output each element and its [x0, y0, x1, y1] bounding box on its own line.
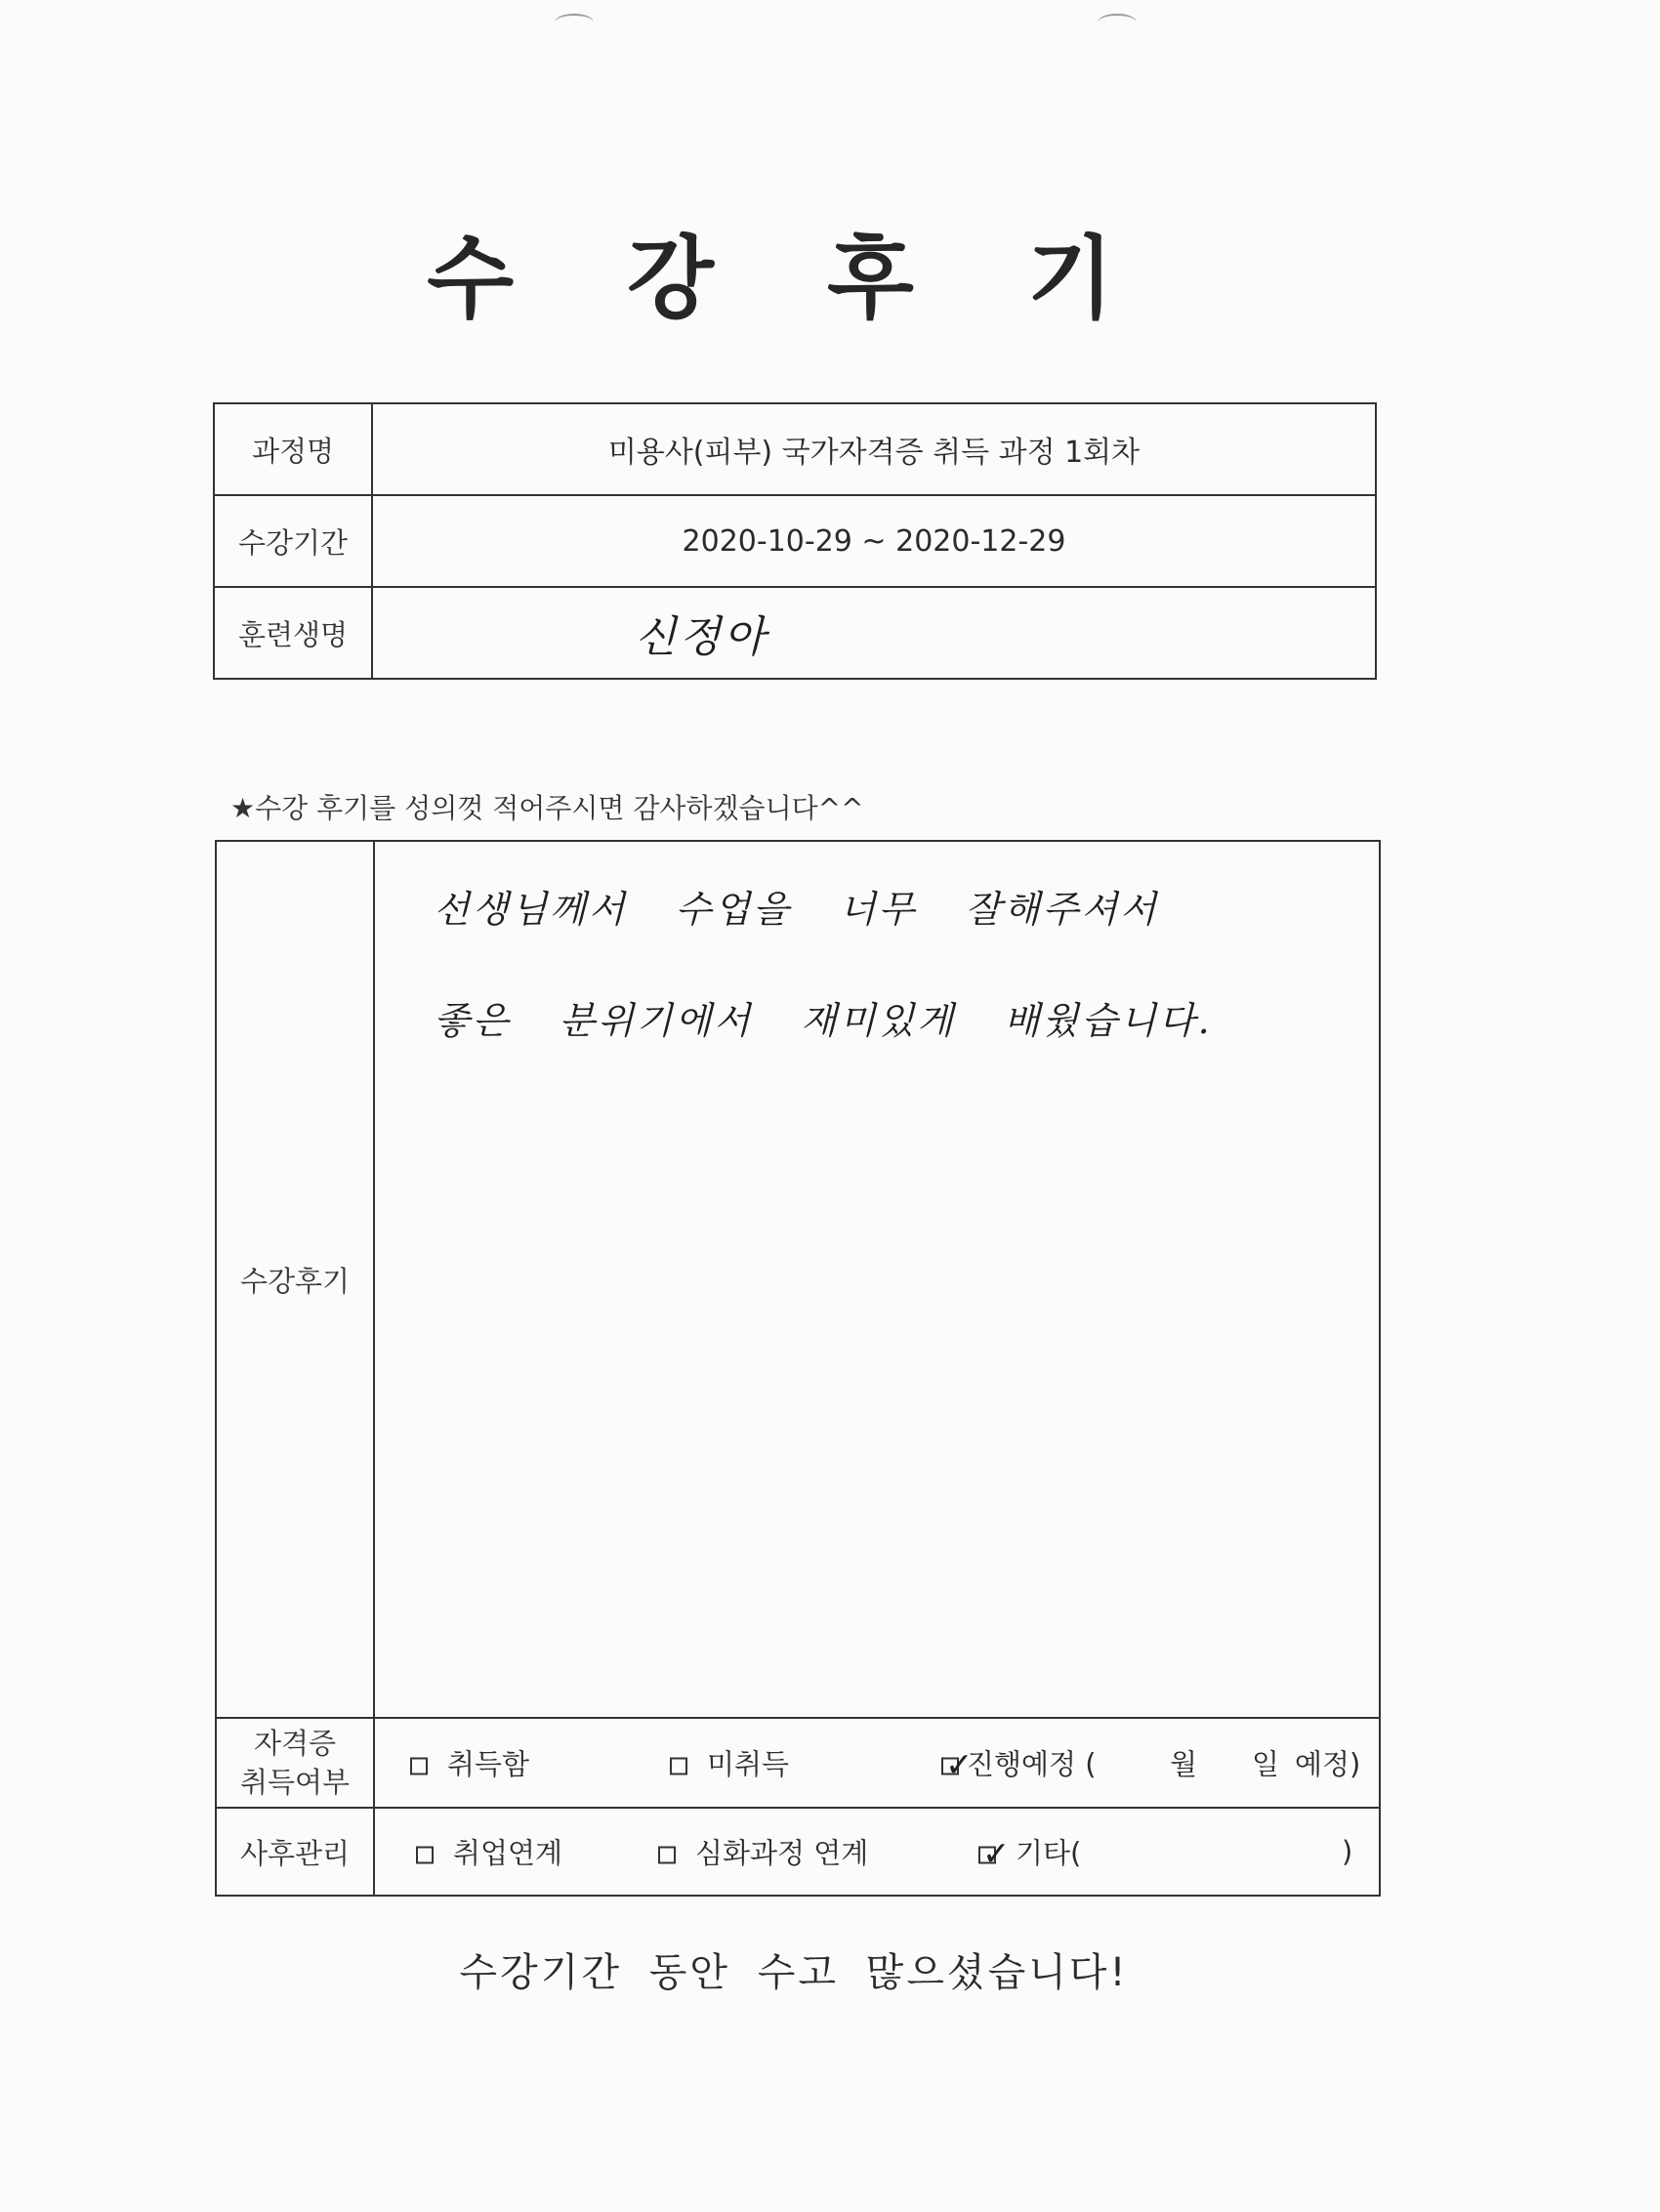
- review-table: [215, 840, 1381, 1897]
- cert-planned-end: 예정): [1295, 1747, 1361, 1781]
- instruction-note: ★수강 후기를 성의껏 적어주시면 감사하겠습니다^^: [230, 792, 864, 824]
- course-value: 미용사(피부) 국가자격증 취득 과정 1회차: [372, 403, 1376, 495]
- course-label: 과정명: [214, 403, 372, 495]
- checkbox[interactable]: [416, 1847, 434, 1864]
- checkbox-checked[interactable]: [941, 1745, 974, 1785]
- table-row: [216, 1808, 1380, 1896]
- table-row: [216, 1718, 1380, 1808]
- closing-message: 수강기간 동안 수고 많으셨습니다!: [459, 1950, 1129, 1995]
- after-option-job-link[interactable]: 취업연계: [416, 1832, 562, 1872]
- table-row: [214, 403, 1376, 495]
- checkbox[interactable]: [410, 1758, 428, 1775]
- review-text-area: [374, 841, 1380, 1718]
- checkbox[interactable]: [658, 1847, 676, 1864]
- after-other-close-paren: ): [1342, 1835, 1353, 1868]
- cert-label-line1: 자격증: [253, 1727, 337, 1760]
- review-label: 수강후기: [216, 841, 374, 1718]
- page-title: 수 강 후 기: [427, 227, 1155, 331]
- table-row: [214, 587, 1376, 679]
- cert-label-line2: 취득여부: [239, 1766, 351, 1799]
- review-line-1: 선생님께서 수업을 너무 잘해주셔서: [434, 888, 1159, 931]
- table-row: [214, 495, 1376, 587]
- after-care-label: 사후관리: [216, 1808, 374, 1896]
- course-info-table: [213, 402, 1377, 680]
- period-value: 2020-10-29 ~ 2020-12-29: [372, 495, 1376, 587]
- cert-day-label: 일: [1252, 1747, 1280, 1781]
- cert-option-planned[interactable]: ✓ 진행예정 (: [941, 1743, 1097, 1783]
- cert-month-label: 월: [1170, 1747, 1198, 1781]
- cert-label: [216, 1718, 374, 1808]
- cert-option-obtained[interactable]: 취득함: [410, 1743, 529, 1783]
- after-option-advanced-course[interactable]: 심화과정 연계: [658, 1832, 868, 1872]
- review-line-2: 좋은 분위기에서 재미있게 배웠습니다.: [434, 999, 1213, 1042]
- check-mark-icon: ✓: [945, 1745, 974, 1785]
- check-mark-icon: ✓: [982, 1834, 1011, 1874]
- punch-hole-left: [555, 14, 594, 31]
- after-care-options: [374, 1808, 1380, 1896]
- cert-options: [374, 1718, 1380, 1808]
- cert-option-not-obtained[interactable]: 미취득: [670, 1743, 789, 1783]
- table-row: [216, 841, 1380, 1718]
- trainee-name-handwritten: 신정아: [635, 612, 768, 662]
- period-label: 수강기간: [214, 495, 372, 587]
- after-option-other[interactable]: ✓ 기타(: [978, 1832, 1081, 1872]
- checkbox-checked[interactable]: [978, 1834, 1011, 1874]
- checkbox[interactable]: [670, 1758, 687, 1775]
- punch-hole-right: [1098, 14, 1137, 31]
- trainee-label: 훈련생명: [214, 587, 372, 679]
